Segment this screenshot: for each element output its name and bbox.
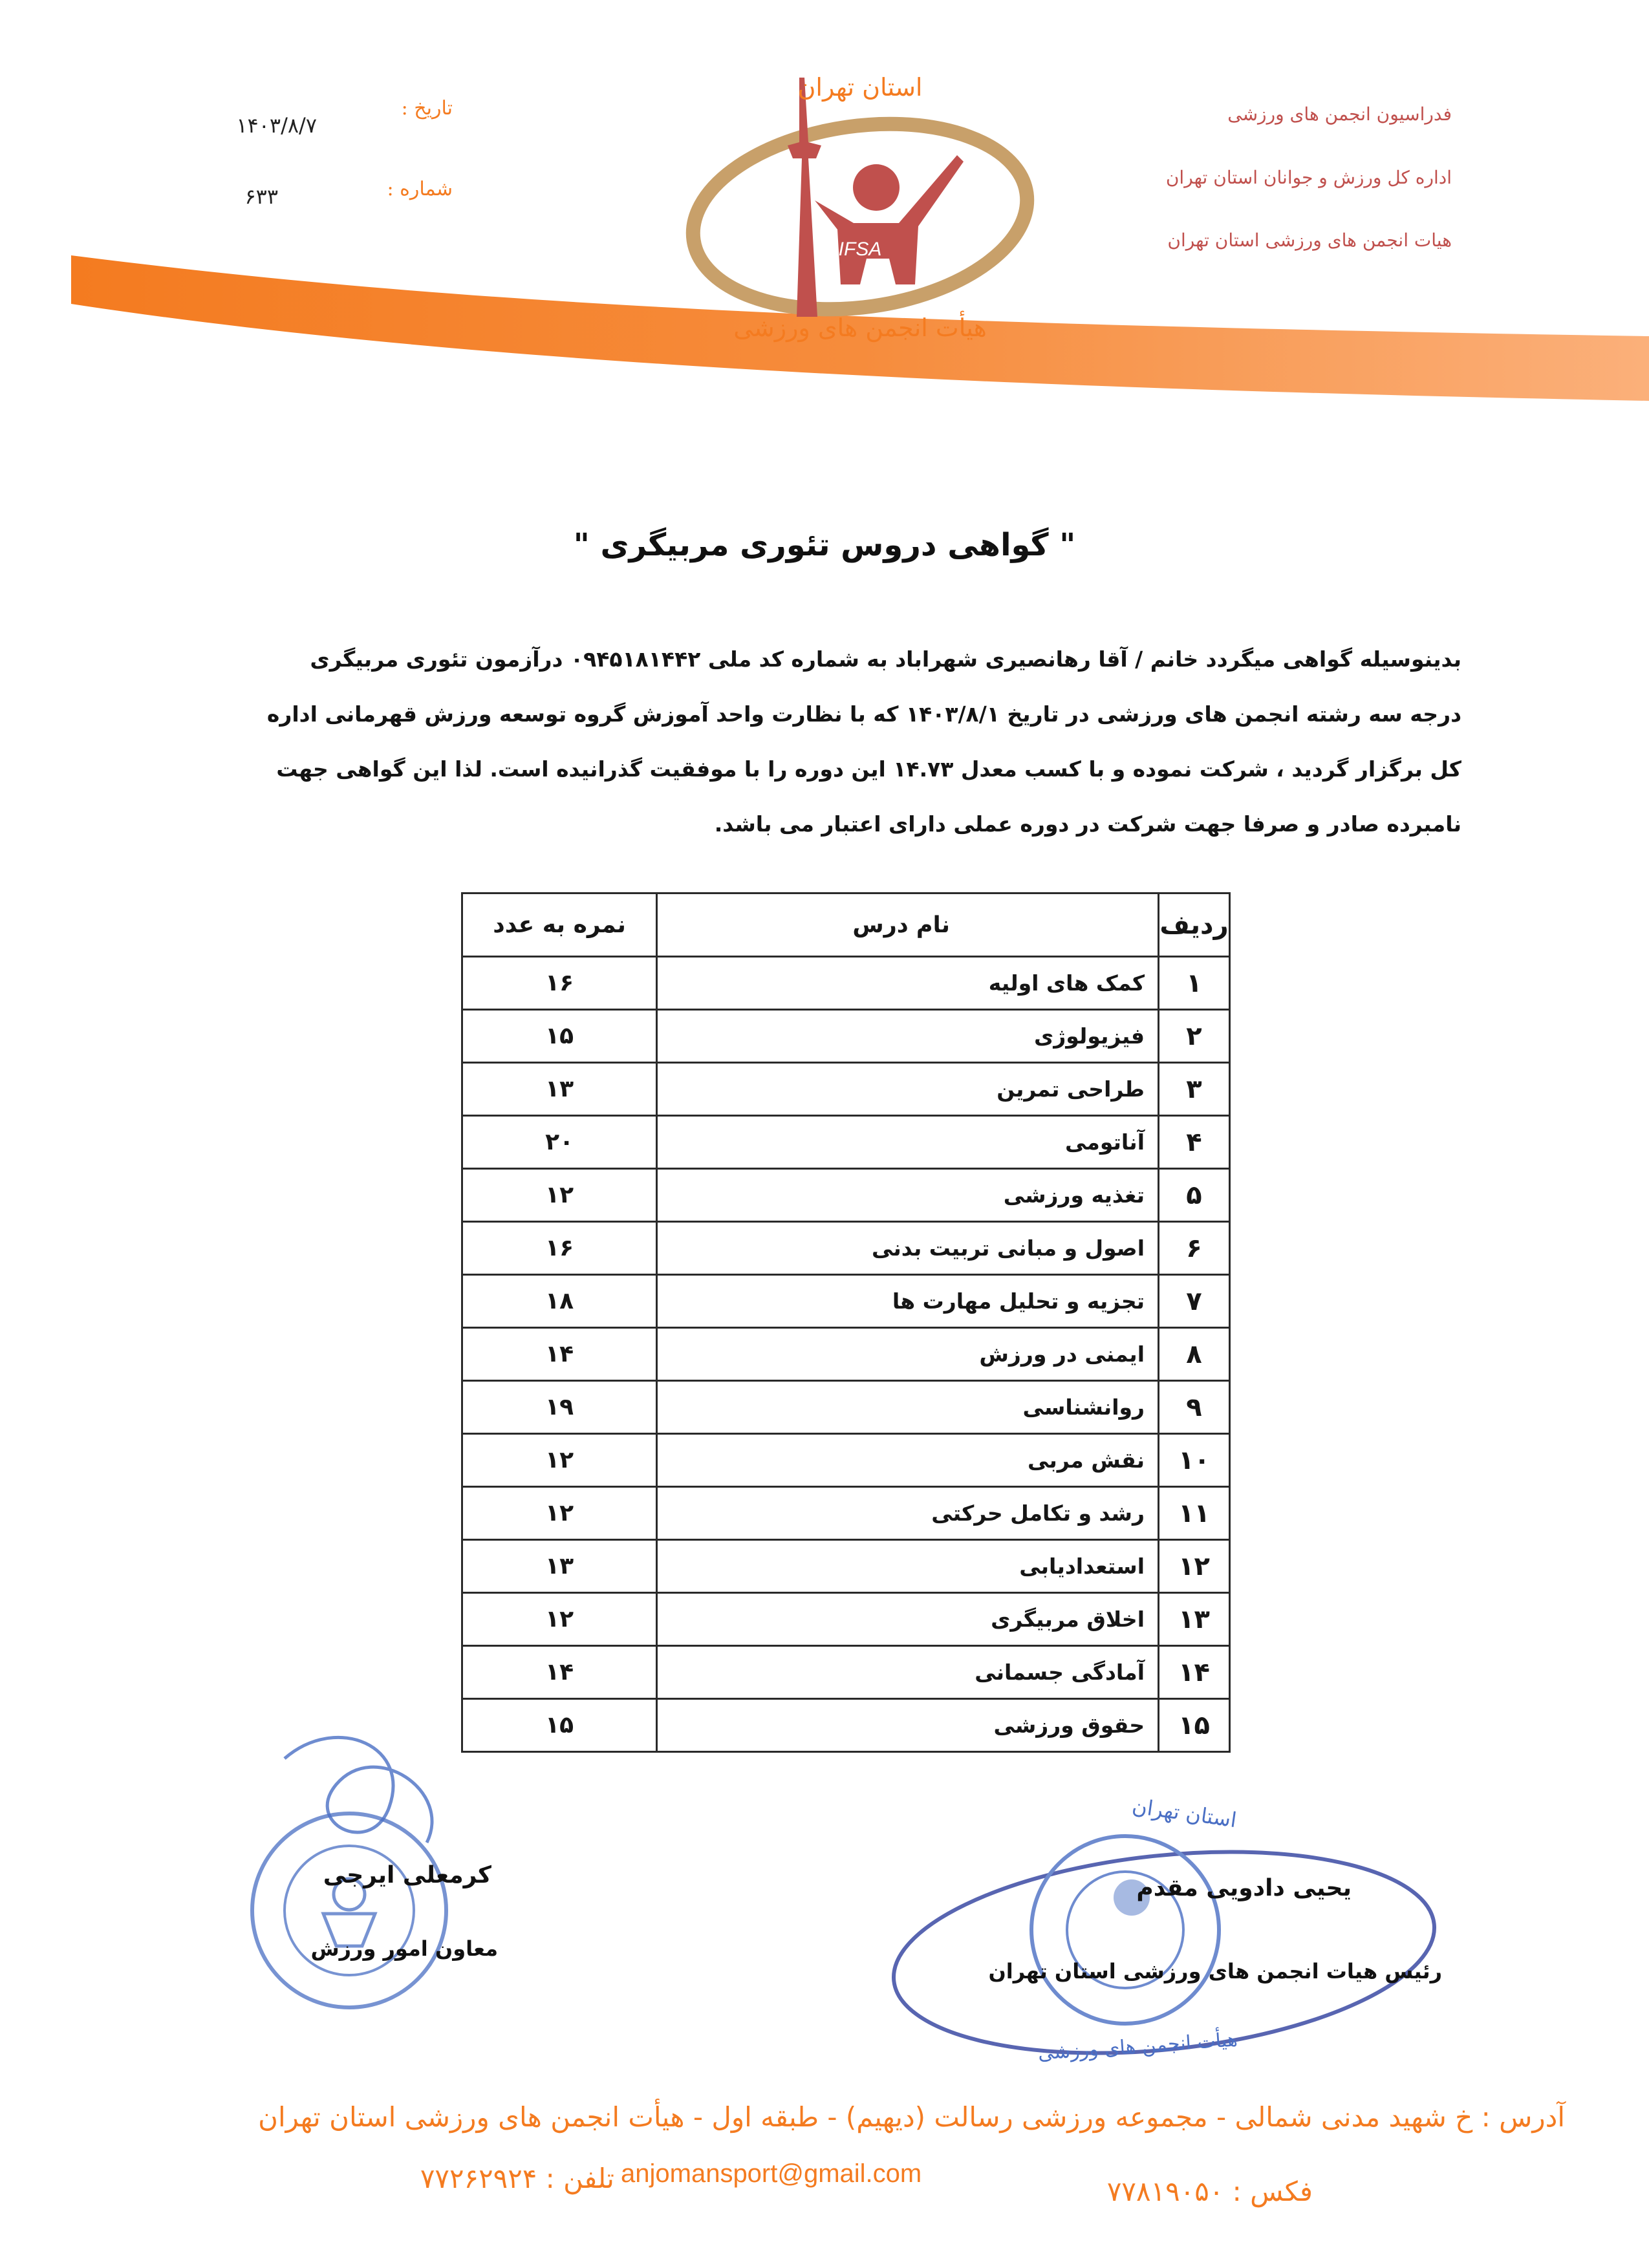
course-name-cell: حقوق ورزشی [657, 1699, 1159, 1752]
grades-row [462, 1593, 1230, 1646]
row-number-cell: ۱۱ [1159, 1487, 1230, 1540]
number-label: شماره : [387, 178, 453, 200]
row-number-cell: ۱۴ [1159, 1646, 1230, 1699]
row-number-cell: ۱ [1159, 957, 1230, 1010]
left-signer-name: کرمعلی ایرجی [323, 1862, 491, 1888]
left-signer-role: معاون امور ورزش [310, 1936, 498, 1961]
footer-phone: تلفن : ۷۷۲۶۲۹۲۴ [420, 2163, 614, 2194]
header-row-number: ردیف [1159, 893, 1230, 957]
grades-row [462, 1487, 1230, 1540]
course-name-cell: ایمنی در ورزش [657, 1328, 1159, 1381]
row-number-cell: ۳ [1159, 1063, 1230, 1116]
grades-row [462, 1434, 1230, 1487]
course-name-cell: کمک های اولیه [657, 957, 1159, 1010]
grades-row [462, 1275, 1230, 1328]
grade-cell: ۱۸ [462, 1275, 657, 1328]
footer-address: آدرس : خ شهید مدنی شمالی - مجموعه ورزشی رسالت (دیهیم) - طبقه اول - هیأت انجمن های ورزشی استان تهران [258, 2101, 1565, 2133]
milad-tower-icon [788, 78, 821, 317]
footer-fax: فکس : ۷۷۸۱۹۰۵۰ [1106, 2176, 1313, 2207]
grade-cell: ۱۴ [462, 1646, 657, 1699]
grade-cell: ۱۳ [462, 1063, 657, 1116]
footer-email[interactable]: anjomansport@gmail.com [621, 2159, 922, 2188]
body-line-1: بدینوسیله گواهی میگردد خانم / آقا رهانصیری شهراباد به شماره کد ملی ۰۹۴۵۱۸۱۴۴۲ درآزمون تئوری مربیگری [310, 647, 1461, 672]
course-name-cell: آناتومی [657, 1116, 1159, 1169]
course-name-cell: اصول و مبانی تربیت بدنی [657, 1222, 1159, 1275]
grades-row [462, 1646, 1230, 1699]
stamp-bottom-text: هیأت انجمن های ورزشی [1037, 2028, 1238, 2065]
header-course-name: نام درس [657, 893, 1159, 957]
row-number-cell: ۲ [1159, 1010, 1230, 1063]
date-label: تاریخ : [401, 97, 453, 120]
course-name-cell: رشد و تکامل حرکتی [657, 1487, 1159, 1540]
header-grade: نمره به عدد [462, 893, 657, 957]
body-line-4: نامبرده صادر و صرفا جهت شرکت در دوره عملی دارای اعتبار می باشد. [714, 811, 1461, 837]
row-number-cell: ۶ [1159, 1222, 1230, 1275]
grades-row [462, 1010, 1230, 1063]
grade-cell: ۲۰ [462, 1116, 657, 1169]
date-value: ۱۴۰۳/۸/۷ [236, 113, 317, 138]
grade-cell: ۱۲ [462, 1487, 657, 1540]
grade-cell: ۱۶ [462, 957, 657, 1010]
course-name-cell: روانشناسی [657, 1381, 1159, 1434]
logo-bottom-text: هیأت انجمن های ورزشی [733, 314, 987, 342]
grades-row [462, 1063, 1230, 1116]
grades-table [461, 892, 1231, 1753]
grade-cell: ۱۵ [462, 1699, 657, 1752]
grades-row [462, 1381, 1230, 1434]
course-name-cell: آمادگی جسمانی [657, 1646, 1159, 1699]
course-name-cell: اخلاق مربیگری [657, 1593, 1159, 1646]
grades-row [462, 1328, 1230, 1381]
ifsa-logo-icon [681, 78, 1039, 330]
number-value: ۶۳۳ [244, 184, 278, 209]
row-number-cell: ۱۲ [1159, 1540, 1230, 1593]
row-number-cell: ۵ [1159, 1169, 1230, 1222]
row-number-cell: ۴ [1159, 1116, 1230, 1169]
grade-cell: ۱۲ [462, 1169, 657, 1222]
grades-row [462, 1699, 1230, 1752]
left-signature-icon [285, 1737, 432, 1843]
grade-cell: ۱۴ [462, 1328, 657, 1381]
figure-head-icon [853, 164, 900, 211]
right-signer-name: یحیی دادویی مقدم [1136, 1875, 1352, 1901]
grades-body [462, 957, 1230, 1752]
course-name-cell: تغذیه ورزشی [657, 1169, 1159, 1222]
certificate-title: " گواهی دروس تئوری مربیگری " [573, 527, 1076, 563]
body-line-2: درجه سه رشته انجمن های ورزشی در تاریخ ۱۴۰۳/۸/۱ که با نظارت واحد آموزش گروه توسعه ورزش قهرمانی اداره [266, 701, 1461, 727]
stamp-top-text: استان تهران [1130, 1793, 1238, 1833]
grade-cell: ۱۳ [462, 1540, 657, 1593]
row-number-cell: ۹ [1159, 1381, 1230, 1434]
row-number-cell: ۱۰ [1159, 1434, 1230, 1487]
grade-cell: ۱۹ [462, 1381, 657, 1434]
grades-row [462, 1540, 1230, 1593]
grades-row [462, 1169, 1230, 1222]
org-line-federation: فدراسیون انجمن های ورزشی [1227, 103, 1452, 125]
logo-top-text: استان تهران [797, 73, 923, 102]
grades-row [462, 1116, 1230, 1169]
course-name-cell: طراحی تمرین [657, 1063, 1159, 1116]
logo-center-text: IFSA [838, 239, 882, 260]
grade-cell: ۱۵ [462, 1010, 657, 1063]
row-number-cell: ۱۵ [1159, 1699, 1230, 1752]
course-name-cell: نقش مربی [657, 1434, 1159, 1487]
grade-cell: ۱۲ [462, 1593, 657, 1646]
grade-cell: ۱۶ [462, 1222, 657, 1275]
grade-cell: ۱۲ [462, 1434, 657, 1487]
course-name-cell: استعدادیابی [657, 1540, 1159, 1593]
row-number-cell: ۱۳ [1159, 1593, 1230, 1646]
course-name-cell: فیزیولوژی [657, 1010, 1159, 1063]
left-stamp-icon [252, 1813, 446, 2007]
row-number-cell: ۸ [1159, 1328, 1230, 1381]
grades-row [462, 957, 1230, 1010]
org-line-directorate: اداره کل ورزش و جوانان استان تهران [1165, 167, 1452, 188]
body-line-3: کل برگزار گردید ، شرکت نموده و با کسب معدل ۱۴.۷۳ این دوره را با موفقیت گذرانیده است. لذا این گواهی جهت [276, 756, 1461, 782]
org-line-board: هیات انجمن های ورزشی استان تهران [1167, 230, 1452, 251]
right-signer-role: رئیس هیات انجمن های ورزشی استان تهران [988, 1959, 1442, 1984]
grades-row [462, 1222, 1230, 1275]
grades-header-row [462, 893, 1230, 957]
row-number-cell: ۷ [1159, 1275, 1230, 1328]
course-name-cell: تجزیه و تحلیل مهارت ها [657, 1275, 1159, 1328]
